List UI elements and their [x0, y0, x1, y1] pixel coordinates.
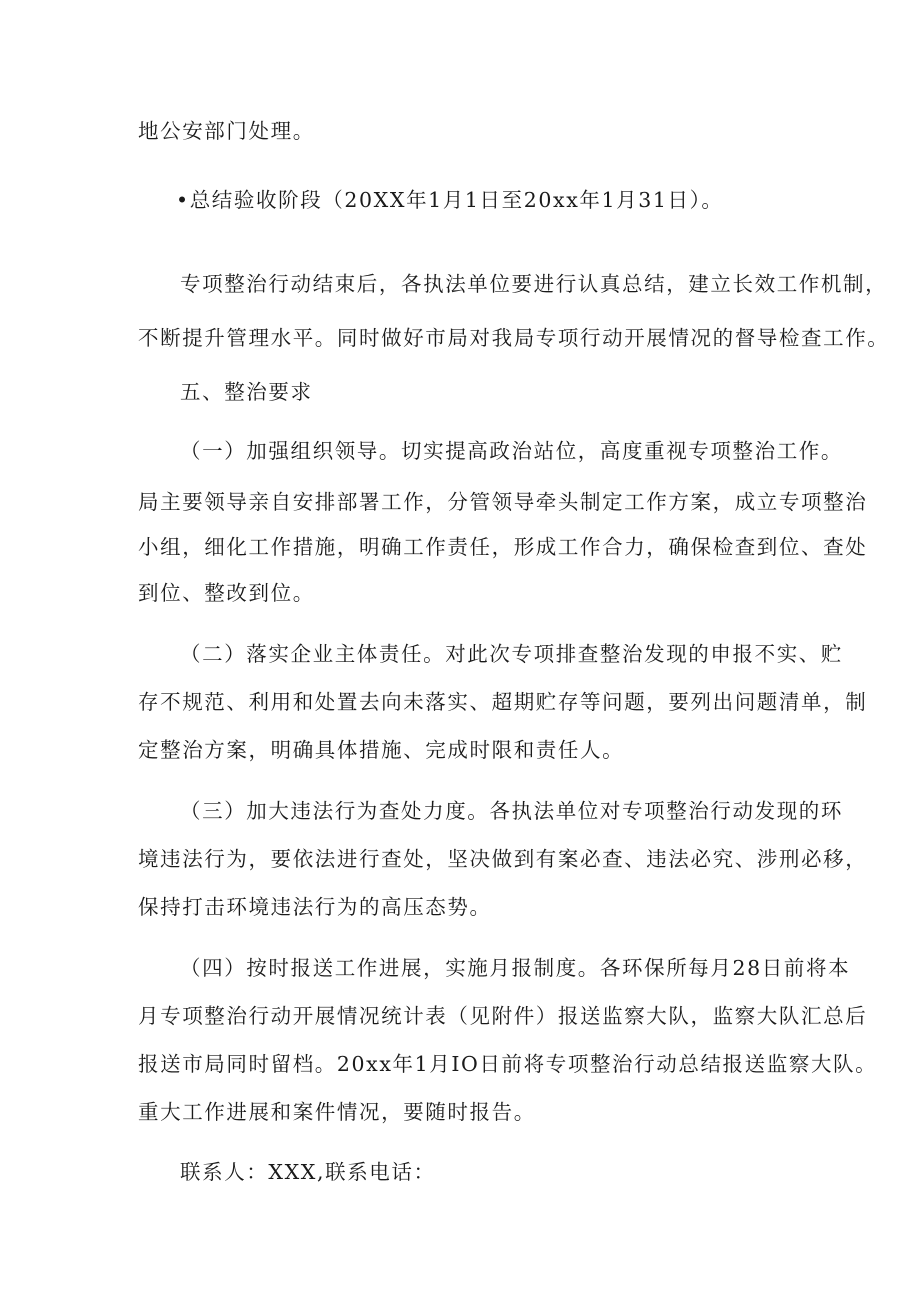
section-heading: 五、整治要求 [180, 380, 313, 404]
paragraph-line: （一）加强组织领导。切实提高政治站位，高度重视专项整治工作。 [180, 439, 843, 463]
paragraph-line: 局主要领导亲自安排部署工作，分管领导牵头制定工作方案，成立专项整治 [138, 490, 868, 514]
paragraph-line: 定整治方案，明确具体措施、完成时限和责任人。 [138, 738, 625, 762]
contact-line: 联系人：XXX,联系电话： [180, 1160, 436, 1184]
paragraph-line: 重大工作进展和案件情况，要随时报告。 [138, 1100, 536, 1124]
paragraph-line: （二）落实企业主体责任。对此次专项排查整治发现的申报不实、贮 [180, 642, 843, 666]
text-line-continuation: 地公安部门处理。 [138, 119, 315, 143]
paragraph-line: 小组，细化工作措施，明确工作责任，形成工作合力，确保检查到位、查处 [138, 535, 868, 559]
paragraph-line: 不断提升管理水平。同时做好市局对我局专项行动开展情况的督导检查工作。 [138, 326, 890, 350]
paragraph-line: 报送市局同时留档。20xx年1月IO日前将专项整治行动总结报送监察大队。 [138, 1052, 878, 1076]
paragraph-line: （三）加大违法行为查处力度。各执法单位对专项整治行动发现的环 [180, 799, 843, 823]
paragraph-line: 境违法行为，要依法进行查处，坚决做到有案必查、违法必究、涉刑必移， [138, 847, 868, 871]
paragraph-line: 保持打击环境违法行为的高压态势。 [138, 895, 492, 919]
paragraph-line: 专项整治行动结束后，各执法单位要进行认真总结，建立长效工作机制， [180, 272, 888, 296]
paragraph-line: 月专项整治行动开展情况统计表（见附件）报送监察大队，监察大队汇总后 [138, 1004, 868, 1028]
paragraph-line: 到位、整改到位。 [138, 581, 315, 605]
paragraph-line: （四）按时报送工作进展，实施月报制度。各环保所每月28日前将本 [180, 956, 851, 980]
paragraph-line: 存不规范、利用和处置去向未落实、超期贮存等问题，要列出问题清单，制 [138, 690, 868, 714]
bullet-stage-summary: •总结验收阶段（20XX年1月1日至20xx年1月31日）。 [176, 188, 724, 212]
